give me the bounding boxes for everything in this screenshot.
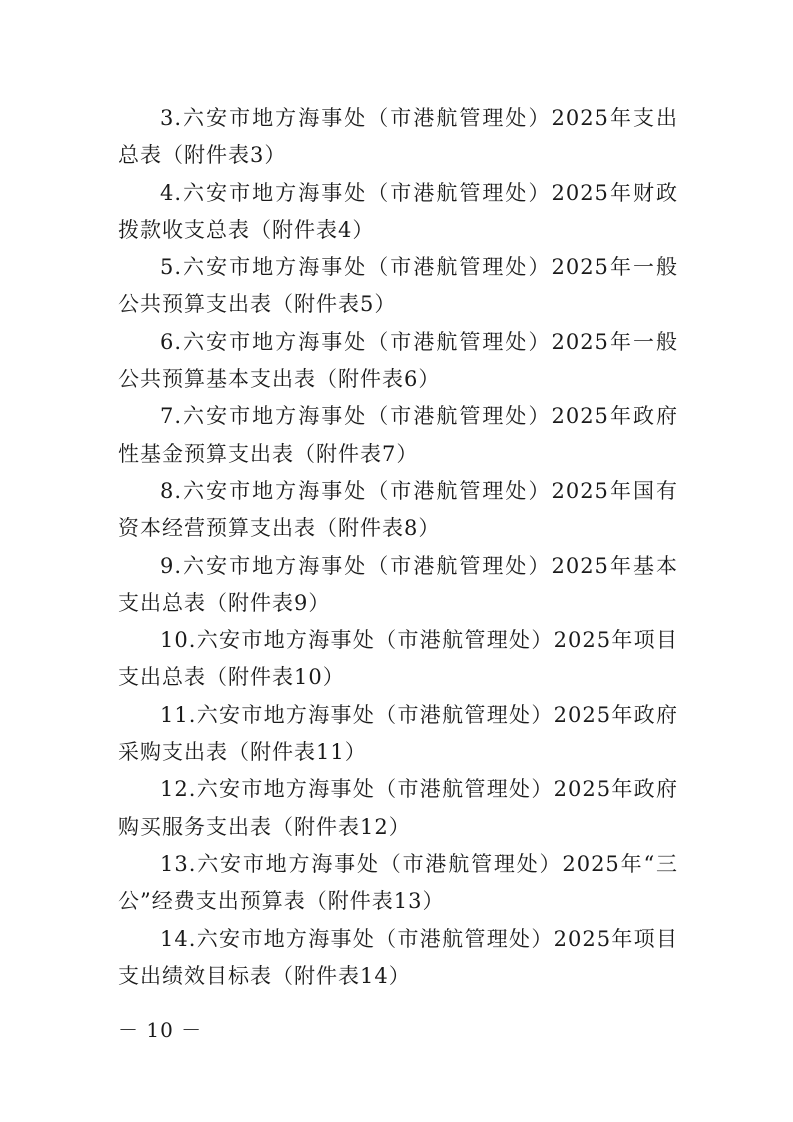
list-item: 10.六安市地方海事处（市港航管理处）2025年项目支出总表（附件表10）: [118, 628, 678, 690]
list-item: 12.六安市地方海事处（市港航管理处）2025年政府购买服务支出表（附件表12）: [118, 777, 678, 839]
list-item: 3.六安市地方海事处（市港航管理处）2025年支出总表（附件表3）: [118, 106, 678, 168]
page-number: － 10 －: [118, 1018, 203, 1042]
list-item: 5.六安市地方海事处（市港航管理处）2025年一般公共预算支出表（附件表5）: [118, 255, 678, 317]
list-item: 6.六安市地方海事处（市港航管理处）2025年一般公共预算基本支出表（附件表6）: [118, 329, 678, 392]
attachment-list: [118, 100, 678, 995]
list-item: 9.六安市地方海事处（市港航管理处）2025年基本支出总表（附件表9）: [118, 553, 678, 615]
list-item: 8.六安市地方海事处（市港航管理处）2025年国有资本经营预算支出表（附件表8）: [118, 478, 678, 541]
list-item: 13.六安市地方海事处（市港航管理处）2025年“三公”经费支出预算表（附件表13）: [118, 851, 678, 914]
list-item: 14.六安市地方海事处（市港航管理处）2025年项目支出绩效目标表（附件表14）: [118, 926, 678, 988]
list-item: 7.六安市地方海事处（市港航管理处）2025年政府性基金预算支出表（附件表7）: [118, 404, 678, 466]
list-item: 11.六安市地方海事处（市港航管理处）2025年政府采购支出表（附件表11）: [118, 702, 678, 765]
list-item: 4.六安市地方海事处（市港航管理处）2025年财政拨款收支总表（附件表4）: [118, 180, 678, 242]
